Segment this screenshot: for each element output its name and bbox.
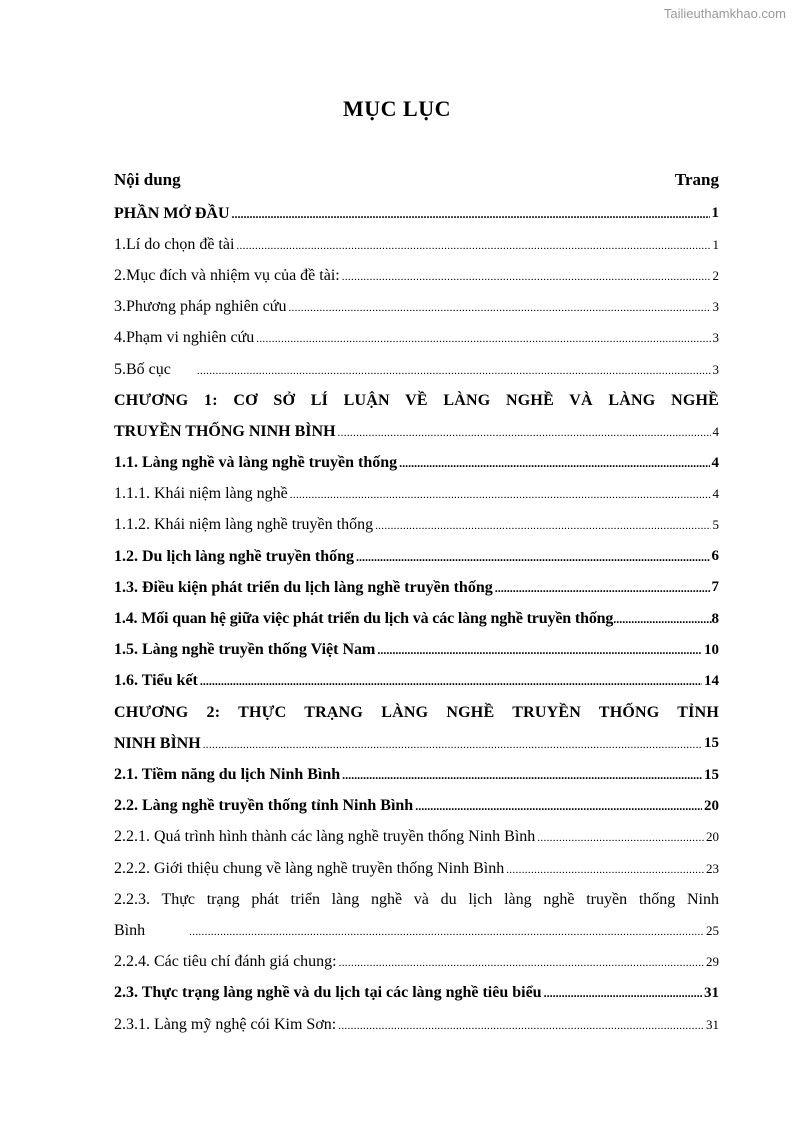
toc-entry-title: 1.1. Làng nghề và làng nghề truyền thống xyxy=(114,454,398,472)
toc-entry[interactable] xyxy=(114,198,719,229)
toc-entry-title-line2: NINH BÌNH xyxy=(114,734,201,752)
toc-entry-title: 1.1.2. Khái niệm làng nghề truyền thống xyxy=(114,516,374,534)
toc-entry-title: 1.4. Mối quan hệ giữa việc phát triển du lịch và các làng nghề truyền thống xyxy=(114,610,614,628)
toc-entry-page: 31 xyxy=(706,1016,719,1032)
toc-entry-page: 2 xyxy=(712,267,719,283)
toc-entry-page: 29 xyxy=(706,954,719,970)
toc-entry-title-line2: TRUYỀN THỐNG NINH BÌNH xyxy=(114,422,336,440)
toc-entry-title: PHẦN MỞ ĐẦU xyxy=(114,204,230,222)
toc-entry-page: 4 xyxy=(711,454,719,471)
page-title: MỤC LỤC xyxy=(343,96,451,121)
toc-entry-title: 1.3. Điều kiện phát triển du lịch làng nghề truyền thống xyxy=(114,578,493,596)
header-content-label: Nội dung xyxy=(114,170,181,189)
toc-entry[interactable] xyxy=(114,791,719,822)
watermark: Tailieuthamkhao.com xyxy=(663,6,786,21)
toc-entry[interactable] xyxy=(114,479,719,510)
toc-entry-title: 3.Phương pháp nghiên cứu xyxy=(114,298,287,316)
toc-entry-title: 2.Mục đích và nhiệm vụ của đề tài: xyxy=(114,266,340,284)
toc-entry[interactable] xyxy=(114,510,719,541)
toc-entry[interactable] xyxy=(114,947,719,978)
toc-entry-title: 1.6. Tiểu kết xyxy=(114,672,198,690)
toc-entry[interactable] xyxy=(114,229,719,260)
toc-entry-chapter-2[interactable] xyxy=(114,697,719,759)
toc-entry-title: 2.2.2. Giới thiệu chung về làng nghề truyền thống Ninh Bình xyxy=(114,859,505,877)
toc-entry-page: 15 xyxy=(704,766,719,783)
toc-header xyxy=(114,170,719,190)
toc-entry[interactable] xyxy=(114,260,719,291)
toc-entry-page: 10 xyxy=(704,641,719,658)
header-page-label: Trang xyxy=(674,170,719,189)
toc-entry-title: 5.Bố cục xyxy=(114,360,171,378)
toc-entry-title: 1.Lí do chọn đề tài xyxy=(114,235,235,253)
toc-entry-title: 1.1.1. Khái niệm làng nghề xyxy=(114,485,288,503)
toc-entry-title-line1: CHƯƠNG 1: CƠ SỞ LÍ LUẬN VỀ LÀNG NGHỀ VÀ LÀNG NGHỀ xyxy=(114,392,719,410)
toc-entry-title: 2.2.4. Các tiêu chí đánh giá chung: xyxy=(114,953,337,971)
toc-entry-page: 3 xyxy=(712,299,719,315)
toc-entry[interactable] xyxy=(114,323,719,354)
toc-entry-page: 20 xyxy=(706,829,719,845)
toc-entry[interactable] xyxy=(114,759,719,790)
toc-entry-title: 1.2. Du lịch làng nghề truyền thống xyxy=(114,547,355,565)
toc-entry[interactable] xyxy=(114,292,719,323)
toc-entry[interactable] xyxy=(114,978,719,1009)
toc-entry-title: 2.2.1. Quá trình hình thành các làng nghề truyền thống Ninh Bình xyxy=(114,828,536,846)
toc-entry[interactable] xyxy=(114,572,719,603)
toc-entry-title: 1.5. Làng nghề truyền thống Việt Nam xyxy=(114,641,376,659)
toc-entry-page: 14 xyxy=(704,672,719,689)
toc-entry[interactable] xyxy=(114,666,719,697)
toc-entry-page: 31 xyxy=(704,984,719,1001)
toc-entry[interactable] xyxy=(114,1009,719,1040)
table-of-contents xyxy=(114,198,719,1040)
toc-entry-page: 25 xyxy=(706,922,719,938)
toc-entry-page: 23 xyxy=(706,860,719,876)
toc-entry-page: 5 xyxy=(712,517,719,533)
toc-entry-page: 1 xyxy=(712,236,719,252)
toc-entry-title-line1: 2.2.3. Thực trạng phát triển làng nghề và du lịch làng nghề truyền thống Ninh xyxy=(114,891,719,909)
toc-entry[interactable] xyxy=(114,822,719,853)
toc-entry-page: 15 xyxy=(704,735,719,752)
toc-entry-title-line1: CHƯƠNG 2: THỰC TRẠNG LÀNG NGHỀ TRUYỀN THỐNG TỈNH xyxy=(114,704,719,722)
toc-entry-page: 4 xyxy=(712,423,719,439)
toc-entry-title: 4.Phạm vi nghiên cứu xyxy=(114,329,255,347)
toc-entry-page: 8 xyxy=(711,610,719,627)
toc-entry[interactable] xyxy=(114,448,719,479)
toc-entry-title-line2: Bình xyxy=(114,921,146,939)
toc-entry-page: 1 xyxy=(711,205,719,222)
toc-entry-page: 3 xyxy=(712,330,719,346)
toc-entry[interactable] xyxy=(114,853,719,884)
toc-entry-page: 20 xyxy=(704,797,719,814)
toc-entry-title: 2.3.1. Làng mỹ nghệ cói Kim Sơn: xyxy=(114,1015,337,1033)
toc-entry-page: 3 xyxy=(712,361,719,377)
toc-entry-page: 6 xyxy=(711,548,719,565)
toc-entry-title: 2.1. Tiềm năng du lịch Ninh Bình xyxy=(114,766,341,783)
toc-entry-page: 4 xyxy=(712,486,719,502)
toc-entry[interactable] xyxy=(114,603,719,634)
toc-entry-page: 7 xyxy=(711,579,719,596)
toc-entry[interactable] xyxy=(114,635,719,666)
toc-entry-title: 2.2. Làng nghề truyền thống tỉnh Ninh Bình xyxy=(114,797,414,815)
toc-entry[interactable] xyxy=(114,884,719,946)
toc-entry[interactable] xyxy=(114,541,719,572)
toc-entry-title: 2.3. Thực trạng làng nghề và du lịch tại các làng nghề tiêu biểu xyxy=(114,984,542,1002)
toc-entry[interactable] xyxy=(114,354,719,385)
toc-entry-chapter-1[interactable] xyxy=(114,385,719,447)
